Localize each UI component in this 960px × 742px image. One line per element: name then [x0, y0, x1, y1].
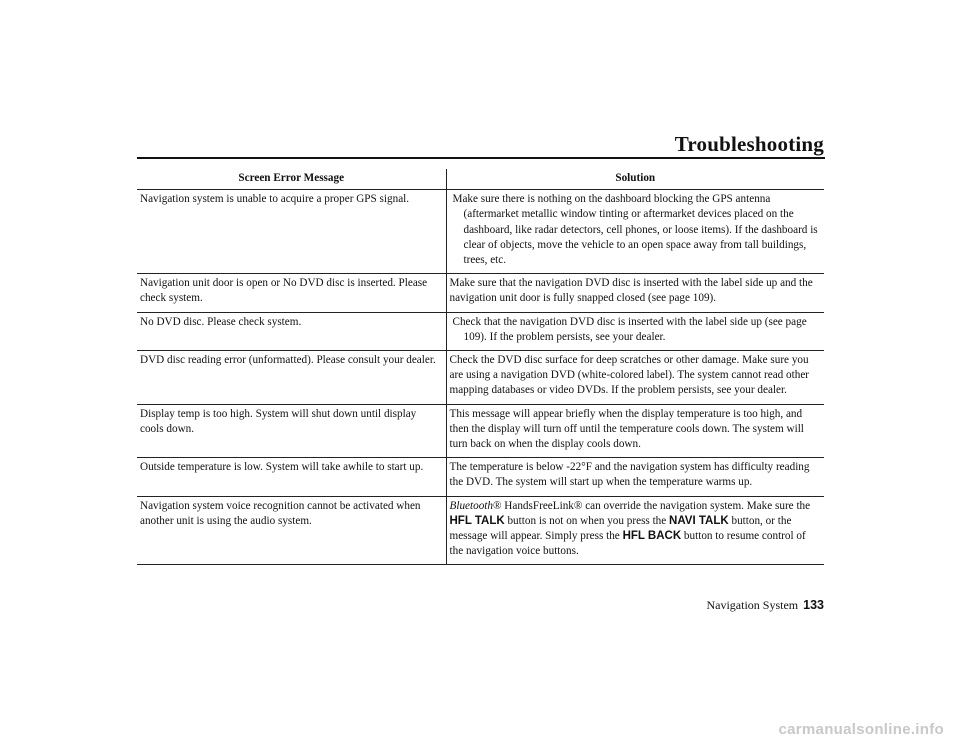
solution-cell: Make sure that the navigation DVD disc is inserted with the label side up and the navigation unit door is fully snapped closed (see page 109). — [446, 274, 824, 312]
footer-section: Navigation System — [706, 598, 799, 612]
table-row — [137, 404, 824, 458]
solution-text: Check that the navigation DVD disc is inserted with the label side up (see page 109). If the problem persists, see your dealer. — [452, 315, 807, 343]
solution-cell — [446, 312, 824, 350]
error-message-cell: Outside temperature is low. System will take awhile to start up. — [137, 458, 446, 496]
navi-talk-button-label: NAVI TALK — [669, 514, 729, 527]
table-row — [137, 496, 824, 565]
error-message-cell: Display temp is too high. System will shut down until display cools down. — [137, 404, 446, 458]
table-row — [137, 190, 824, 274]
watermark-text: carmanualsonline.info — [778, 721, 944, 738]
page-number: 133 — [803, 598, 824, 612]
error-message-cell: Navigation unit door is open or No DVD disc is inserted. Please check system. — [137, 274, 446, 312]
table-row — [137, 274, 824, 312]
bluetooth-brand: Bluetooth — [449, 499, 493, 512]
column-header-solution: Solution — [446, 169, 824, 190]
title-divider — [137, 157, 825, 159]
solution-cell: This message will appear briefly when the display temperature is too high, and then the display will turn off until the temperature cools down. The system will turn back on when the display cools down. — [446, 404, 824, 458]
solution-cell: The temperature is below -22°F and the navigation system has difficulty reading the DVD. The system will start up when the temperature warms up. — [446, 458, 824, 496]
troubleshooting-table — [137, 169, 824, 565]
solution-text: ® HandsFreeLink® can override the navigation system. Make sure the — [493, 499, 811, 512]
table-row — [137, 458, 824, 496]
column-header-message: Screen Error Message — [137, 169, 446, 190]
table-row — [137, 351, 824, 405]
solution-text: button, or the message will appear. Simply press the — [449, 514, 792, 543]
solution-cell: Check the DVD disc surface for deep scratches or other damage. Make sure you are using a navigation DVD (white-colored label). The system cannot read other mapping databases or video DVDs. If the problem persists, see your dealer. — [446, 351, 824, 405]
solution-text: Make sure there is nothing on the dashboard blocking the GPS antenna (aftermarket metallic window tinting or aftermarket devices placed on the dashboard, like radar detectors, cell phones, or loose items). If the dashboard is clear of objects, move the vehicle to an open space away from tall buildings, trees, etc. — [452, 193, 818, 267]
solution-text: button is not on when you press the — [504, 514, 670, 527]
table-header-row — [137, 169, 824, 190]
error-message-cell: Navigation system is unable to acquire a proper GPS signal. — [137, 190, 446, 274]
error-message-cell: DVD disc reading error (unformatted). Please consult your dealer. — [137, 351, 446, 405]
page-footer — [706, 598, 824, 613]
solution-cell — [446, 496, 824, 565]
solution-text: button to resume control of the navigation voice buttons. — [449, 530, 806, 558]
solution-cell — [446, 190, 824, 274]
error-message-cell: No DVD disc. Please check system. — [137, 312, 446, 350]
hfl-back-button-label: HFL BACK — [622, 530, 682, 543]
page-title: Troubleshooting — [674, 132, 824, 156]
error-message-cell: Navigation system voice recognition cannot be activated when another unit is using the audio system. — [137, 496, 446, 565]
hfl-talk-button-label: HFL TALK — [449, 514, 505, 527]
table-row — [137, 312, 824, 350]
